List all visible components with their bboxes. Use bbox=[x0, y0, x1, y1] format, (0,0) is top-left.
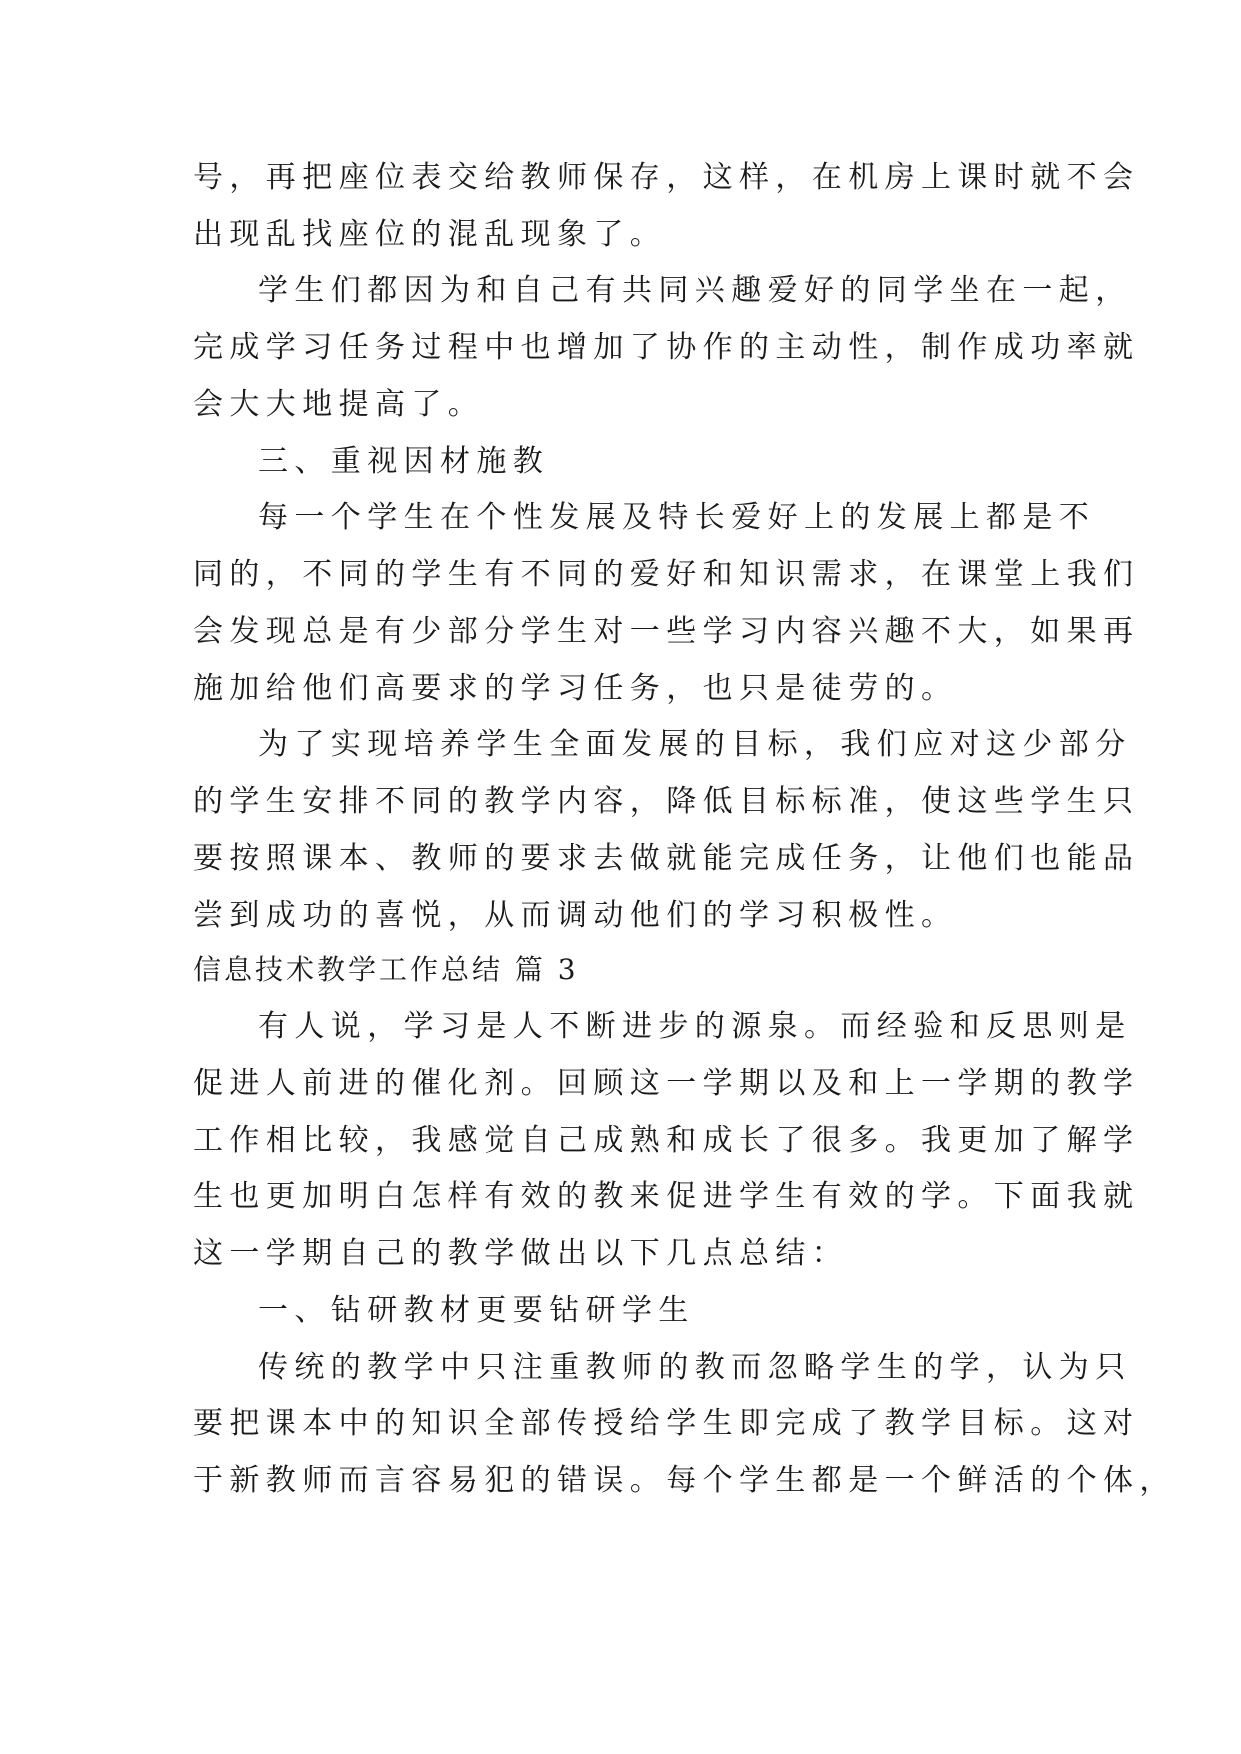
text-line: 要按照课本、教师的要求去做就能完成任务，让他们也能品 bbox=[193, 841, 1140, 876]
section-heading: 一、钻研教材更要钻研学生 bbox=[258, 1293, 695, 1328]
paragraph-start: 学生们都因为和自己有共同兴趣爱好的同学坐在一起， bbox=[258, 273, 1132, 308]
text-line: 这一学期自己的教学做出以下几点总结： bbox=[193, 1236, 849, 1271]
paragraph-start: 有人说，学习是人不断进步的源泉。而经验和反思则是 bbox=[258, 1009, 1132, 1044]
text-line: 会大大地提高了。 bbox=[193, 387, 485, 422]
text-line: 的学生安排不同的教学内容，降低目标标准，使这些学生只 bbox=[193, 784, 1140, 819]
text-line: 出现乱找座位的混乱现象了。 bbox=[193, 217, 667, 252]
text-line: 施加给他们高要求的学习任务，也只是徒劳的。 bbox=[193, 671, 958, 706]
text-line: 号，再把座位表交给教师保存，这样，在机房上课时就不会 bbox=[193, 160, 1140, 195]
text-line: 同的，不同的学生有不同的爱好和知识需求，在课堂上我们 bbox=[193, 557, 1140, 592]
section-heading: 三、重视因材施教 bbox=[258, 444, 550, 479]
text-line: 会发现总是有少部分学生对一些学习内容兴趣不大，如果再 bbox=[193, 614, 1140, 649]
text-line: 尝到成功的喜悦，从而调动他们的学习积极性。 bbox=[193, 898, 958, 933]
text-line: 促进人前进的催化剂。回顾这一学期以及和上一学期的教学 bbox=[193, 1066, 1140, 1101]
text-line: 要把课本中的知识全部传授给学生即完成了教学目标。这对 bbox=[193, 1406, 1140, 1441]
text-line: 完成学习任务过程中也增加了协作的主动性，制作成功率就 bbox=[193, 330, 1140, 365]
paragraph-start: 每一个学生在个性发展及特长爱好上的发展上都是不 bbox=[258, 500, 1096, 535]
paragraph-start: 为了实现培养学生全面发展的目标，我们应对这少部分 bbox=[258, 727, 1132, 762]
text-line: 工作相比较，我感觉自己成熟和成长了很多。我更加了解学 bbox=[193, 1123, 1140, 1158]
article-heading: 信息技术教学工作总结 篇 3 bbox=[193, 953, 579, 986]
text-line: 于新教师而言容易犯的错误。每个学生都是一个鲜活的个体， bbox=[193, 1463, 1176, 1498]
paragraph-start: 传统的教学中只注重教师的教而忽略学生的学，认为只 bbox=[258, 1350, 1132, 1385]
text-line: 生也更加明白怎样有效的教来促进学生有效的学。下面我就 bbox=[193, 1179, 1140, 1214]
